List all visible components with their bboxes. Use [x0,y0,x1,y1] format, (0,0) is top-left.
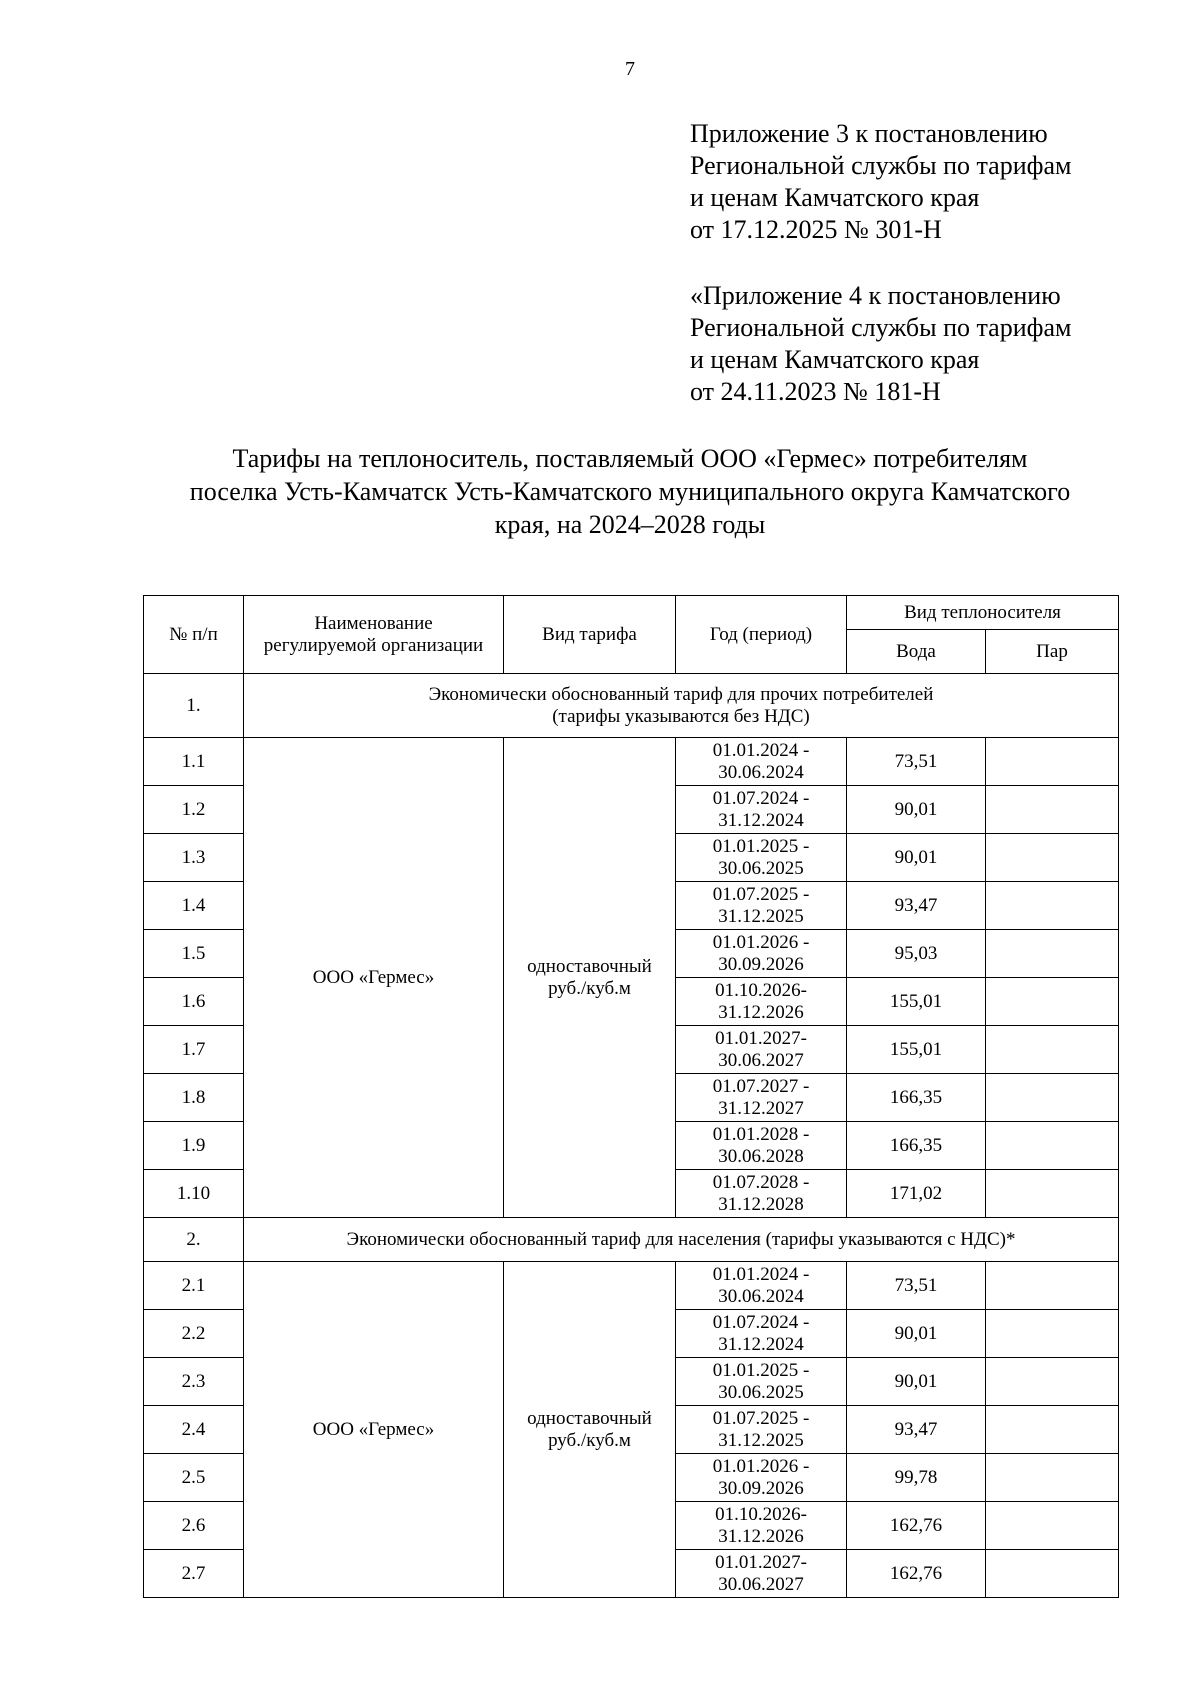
steam-value [986,1026,1119,1074]
period-start: 01.07.2027 - [712,1075,810,1097]
period-cell [676,1406,847,1454]
steam-value [986,1310,1119,1358]
appendix-line: Приложение 3 к постановлению [690,119,1048,148]
row-number: 1.4 [144,882,244,930]
period-end: 31.12.2027 [718,1097,804,1119]
header-row [144,596,1119,630]
steam-value [986,834,1119,882]
water-value: 155,01 [847,1026,986,1074]
steam-value [986,1262,1119,1310]
period-cell [676,978,847,1026]
period-end: 30.06.2024 [718,1285,804,1307]
water-value: 93,47 [847,882,986,930]
appendix-line: от 24.11.2023 № 181-Н [690,377,941,406]
row-number: 2.4 [144,1406,244,1454]
water-value: 90,01 [847,786,986,834]
row-number: 2.2 [144,1310,244,1358]
steam-value [986,1170,1119,1218]
period-cell [676,1074,847,1122]
period-cell [676,930,847,978]
period-cell [676,1358,847,1406]
period-end: 30.06.2025 [718,857,804,879]
period-start: 01.01.2027- [715,1551,807,1573]
period-start: 01.01.2024 - [712,739,810,761]
steam-value [986,1406,1119,1454]
header-steam: Пар [986,630,1119,674]
period-end: 30.06.2027 [718,1573,804,1595]
tariff-unit-line: руб./куб.м [548,1429,631,1451]
steam-value [986,930,1119,978]
steam-value [986,738,1119,786]
organization-cell: ООО «Гермес» [244,738,504,1218]
period-cell [676,1550,847,1598]
period-start: 01.01.2026 - [712,1455,810,1477]
period-end: 31.12.2026 [718,1525,804,1547]
appendix-line: и ценам Камчатского края [690,345,980,374]
water-value: 162,76 [847,1550,986,1598]
period-end: 30.06.2028 [718,1145,804,1167]
period-end: 31.12.2024 [718,1333,804,1355]
period-start: 01.10.2026- [715,1503,807,1525]
water-value: 95,03 [847,930,986,978]
period-cell [676,1170,847,1218]
row-number: 1.3 [144,834,244,882]
header-org-line: регулируемой организации [263,634,484,656]
row-number: 1.6 [144,978,244,1026]
header-organization [244,596,504,674]
header-water: Вода [847,630,986,674]
period-end: 31.12.2028 [718,1193,804,1215]
page-number: 7 [625,58,635,80]
section-title-line: Экономически обоснованный тариф для прочих потребителей [428,683,934,705]
period-start: 01.01.2025 - [712,1359,810,1381]
period-cell [676,738,847,786]
table-body [144,674,1119,1598]
water-value: 73,51 [847,738,986,786]
document-title [100,442,1160,541]
period-start: 01.01.2024 - [712,1263,810,1285]
appendix-line: и ценам Камчатского края [690,183,980,212]
water-value: 171,02 [847,1170,986,1218]
header-carrier: Вид теплоносителя [847,596,1119,630]
header-period: Год (период) [676,596,847,674]
period-cell [676,882,847,930]
water-value: 166,35 [847,1074,986,1122]
water-value: 73,51 [847,1262,986,1310]
period-cell [676,1262,847,1310]
water-value: 99,78 [847,1454,986,1502]
steam-value [986,1502,1119,1550]
period-end: 30.06.2027 [718,1049,804,1071]
water-value: 90,01 [847,834,986,882]
row-number: 2.7 [144,1550,244,1598]
period-cell [676,786,847,834]
period-end: 31.12.2024 [718,809,804,831]
period-cell [676,834,847,882]
water-value: 90,01 [847,1310,986,1358]
appendix-line: от 17.12.2025 № 301-Н [690,215,942,244]
tariff-type-line: одноставочный [527,1407,652,1429]
section-number: 1. [144,674,244,738]
appendix-3-reference [690,118,1170,246]
steam-value [986,1454,1119,1502]
table-row [144,738,1119,786]
title-line: края, на 2024–2028 годы [494,510,766,539]
water-value: 166,35 [847,1122,986,1170]
appendix-line: «Приложение 4 к постановлению [690,281,1061,310]
row-number: 2.3 [144,1358,244,1406]
period-cell [676,1026,847,1074]
period-end: 30.09.2026 [718,1477,804,1499]
period-start: 01.07.2028 - [712,1171,810,1193]
steam-value [986,1358,1119,1406]
period-end: 31.12.2026 [718,1001,804,1023]
header-tariff-type: Вид тарифа [504,596,676,674]
tariff-table [143,595,1119,1598]
water-value: 155,01 [847,978,986,1026]
row-number: 2.6 [144,1502,244,1550]
steam-value [986,1122,1119,1170]
row-number: 1.1 [144,738,244,786]
tariff-type-line: одноставочный [527,955,652,977]
section-title-line: (тарифы указываются без НДС) [552,705,810,727]
period-start: 01.01.2027- [715,1027,807,1049]
period-start: 01.07.2024 - [712,1311,810,1333]
steam-value [986,882,1119,930]
title-line: Тарифы на теплоноситель, поставляемый ООО «Гермес» потребителям [232,444,1028,473]
section-row [144,674,1119,738]
header-org-line: Наименование [314,612,433,634]
period-start: 01.07.2024 - [712,787,810,809]
appendix-4-reference [690,280,1170,408]
period-end: 31.12.2025 [718,905,804,927]
period-start: 01.01.2026 - [712,931,810,953]
row-number: 1.8 [144,1074,244,1122]
section-row [144,1218,1119,1262]
period-end: 30.06.2025 [718,1381,804,1403]
steam-value [986,978,1119,1026]
steam-value [986,1074,1119,1122]
tariff-unit-line: руб./куб.м [548,977,631,999]
row-number: 1.2 [144,786,244,834]
header-num: № п/п [144,596,244,674]
tariff-type-cell [504,738,676,1218]
appendix-line: Региональной службы по тарифам [690,151,1072,180]
steam-value [986,786,1119,834]
section-title [244,674,1119,738]
tariff-type-cell [504,1262,676,1598]
row-number: 1.7 [144,1026,244,1074]
period-cell [676,1310,847,1358]
section-title [244,1218,1119,1262]
row-number: 2.5 [144,1454,244,1502]
period-cell [676,1502,847,1550]
period-start: 01.07.2025 - [712,883,810,905]
period-start: 01.01.2028 - [712,1123,810,1145]
water-value: 93,47 [847,1406,986,1454]
organization-cell: ООО «Гермес» [244,1262,504,1598]
row-number: 1.5 [144,930,244,978]
period-start: 01.07.2025 - [712,1407,810,1429]
period-end: 30.06.2024 [718,761,804,783]
water-value: 90,01 [847,1358,986,1406]
steam-value [986,1550,1119,1598]
period-start: 01.10.2026- [715,979,807,1001]
section-number: 2. [144,1218,244,1262]
period-end: 30.09.2026 [718,953,804,975]
table-row [144,1262,1119,1310]
appendix-line: Региональной службы по тарифам [690,313,1072,342]
section-title-line: Экономически обоснованный тариф для населения (тарифы указываются с НДС)* [346,1228,1016,1250]
period-start: 01.01.2025 - [712,835,810,857]
period-cell [676,1122,847,1170]
water-value: 162,76 [847,1502,986,1550]
period-cell [676,1454,847,1502]
row-number: 1.10 [144,1170,244,1218]
title-line: поселка Усть-Камчатск Усть-Камчатского муниципального округа Камчатского [189,477,1071,506]
period-end: 31.12.2025 [718,1429,804,1451]
row-number: 2.1 [144,1262,244,1310]
row-number: 1.9 [144,1122,244,1170]
